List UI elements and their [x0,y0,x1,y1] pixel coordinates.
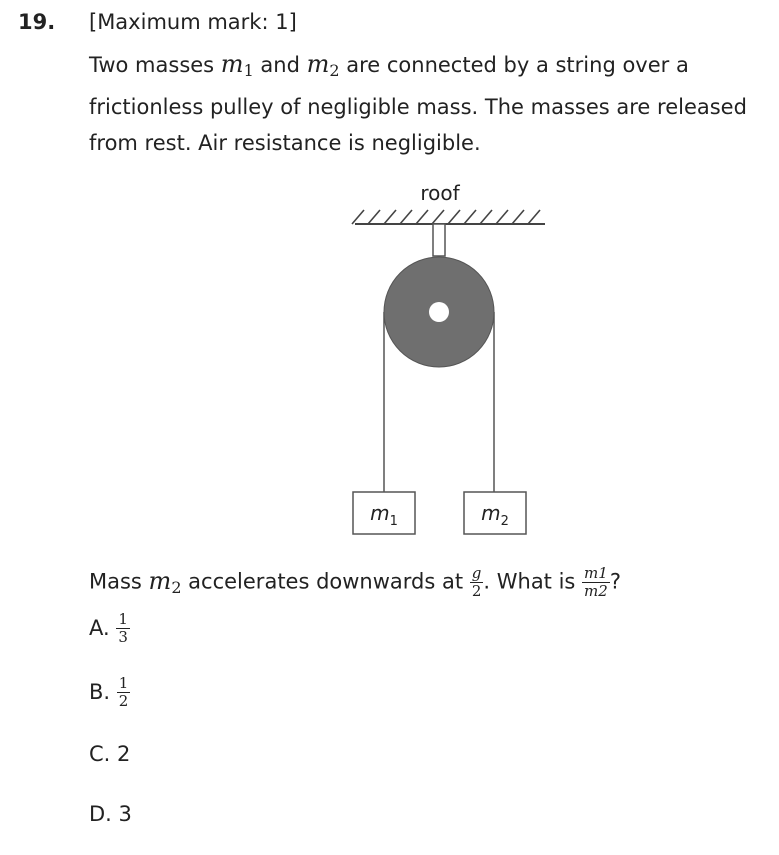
option-a-label: A. [89,615,110,640]
option-d[interactable] [89,802,132,826]
m2-letter: m [306,50,330,78]
pulley-diagram [340,170,560,542]
pulley-axle [429,302,449,322]
question-prompt [89,566,621,599]
question-stem [89,46,779,161]
option-b-fraction [117,676,131,709]
accel-numerator: g [471,564,482,582]
prompt-mass-subscript: 2 [171,577,182,597]
accel-fraction [470,566,484,599]
option-a[interactable] [89,612,130,645]
prompt-mass-symbol [149,567,182,595]
option-c[interactable] [89,742,130,766]
m2-subscript: 2 [329,61,340,80]
mass-m2-symbol [307,50,340,78]
box-m2-subscript: 2 [500,514,509,529]
mass-m1-symbol [221,50,254,78]
option-d-label: D. [89,802,112,826]
prompt-mass-letter: m [148,566,172,595]
accel-denominator: 2 [471,582,482,600]
option-b-denominator: 2 [118,692,129,710]
option-c-label: C. [89,742,111,766]
option-a-fraction [116,612,130,645]
prompt-text-4: ? [609,569,621,594]
ratio-numerator: m1 [584,564,608,582]
option-b-numerator: 1 [118,674,129,692]
stem-text-2: and [253,53,307,77]
prompt-text-1: Mass [89,569,149,594]
option-a-numerator: 1 [118,610,128,628]
roof-label: roof [420,181,460,205]
option-c-value: 2 [117,742,131,766]
option-b-label: B. [89,679,111,704]
ratio-denominator: m2 [584,582,608,600]
stem-text-3: are connected by a string over a frictionless pulley of negligible mass. The masses are released from rest. Air resistance is negligible. [89,53,747,155]
stem-text-1: Two masses [89,53,221,77]
m1-subscript: 1 [243,61,254,80]
ratio-fraction [582,566,610,599]
option-d-value: 3 [118,802,132,826]
option-b[interactable] [89,676,130,709]
max-mark: [Maximum mark: 1] [89,10,297,34]
prompt-text-2: accelerates downwards at [181,569,470,594]
box-m2-letter: m [481,501,501,525]
roof-hatching [352,210,540,224]
question-number: 19. [18,10,56,34]
option-a-denominator: 3 [118,628,128,646]
box-m1-letter: m [370,501,390,525]
box-m1-subscript: 1 [389,514,398,529]
prompt-text-3: . What is [483,569,583,594]
m1-letter: m [220,50,244,78]
pulley-mount [433,224,445,256]
